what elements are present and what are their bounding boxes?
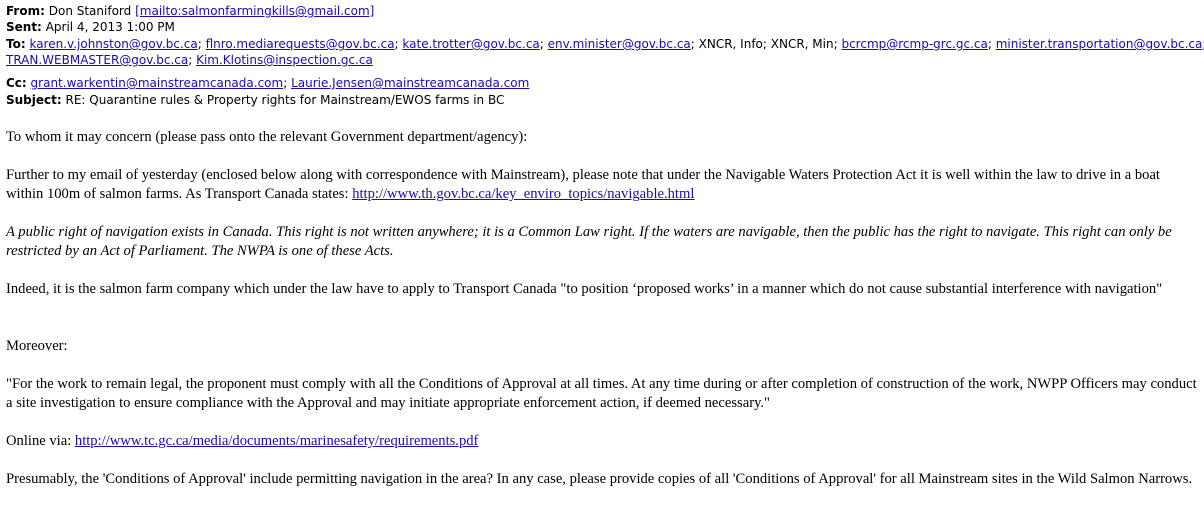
sent-label: Sent: — [6, 20, 42, 34]
to-label: To: — [6, 37, 26, 51]
paragraph-navigation-text: Further to my email of yesterday (enclosed below along with correspondence with Mainstream), please note that under the Navigable Waters Protection Act it is well within the law to drive in a boat within 100m of salmon farms. As Transport Canada states: — [6, 167, 1160, 202]
from-email-link[interactable]: [mailto:salmonfarmingkills@gmail.com] — [135, 4, 375, 18]
greeting — [6, 128, 1198, 147]
subject-label: Subject: — [6, 93, 62, 107]
from-row — [6, 4, 374, 19]
online-via-label: Online via: — [6, 433, 75, 449]
from-label: From: — [6, 4, 45, 18]
greeting-text: To whom it may concern (please pass onto the relevant Government department/agency): — [6, 129, 528, 145]
to-recipient[interactable]: TRAN.WEBMASTER@gov.bc.ca — [6, 53, 189, 67]
cc-row: Cc: grant.warkentin@mainstreamcanada.com; Laurie.Jensen@mainstreamcanada.com — [6, 76, 530, 90]
cc-recipient[interactable]: grant.warkentin@mainstreamcanada.com — [30, 76, 284, 90]
to-row-1: To: karen.v.johnston@gov.bc.ca; flnro.mediarequests@gov.bc.ca; kate.trotter@gov.bc.ca; env.minister@gov.bc.ca; XNCR, Info; XNCR, Min; bcrcmp@rcmp-grc.gc.ca; minister.transportation@gov.bc.ca — [6, 37, 1203, 51]
moreover-text: Moreover: — [6, 338, 68, 354]
to-recipient[interactable]: flnro.mediarequests@gov.bc.ca — [205, 37, 395, 51]
sent-row — [6, 20, 175, 35]
online-via — [6, 432, 1198, 451]
cc-recipient[interactable]: Laurie.Jensen@mainstreamcanada.com — [291, 76, 530, 90]
to-row-2: TRAN.WEBMASTER@gov.bc.ca; Kim.Klotins@inspection.gc.ca — [6, 53, 373, 67]
cc-label: Cc: — [6, 76, 27, 90]
to-recipient[interactable]: Kim.Klotins@inspection.gc.ca — [196, 53, 373, 67]
to-recipient[interactable]: bcrcmp@rcmp-grc.gc.ca — [841, 37, 988, 51]
to-recipient[interactable]: karen.v.johnston@gov.bc.ca — [29, 37, 198, 51]
to-recipient[interactable]: minister.transportation@gov.bc.ca — [995, 37, 1203, 51]
to-recipient: XNCR, Info — [698, 37, 763, 51]
paragraph-presumably-text: Presumably, the 'Conditions of Approval' include permitting navigation in the area? In any case, please provide copies of all 'Conditions of Approval' for all Mainstream sites in the Wild Salmon Narrows. — [6, 471, 1193, 487]
quote-public-right — [6, 223, 1198, 261]
moreover — [6, 337, 1198, 356]
paragraph-salmon-farm-text: Indeed, it is the salmon farm company which under the law have to apply to Transport Canada "to position ‘proposed works’ in a manner which do not cause substantial interference with navigation" — [6, 281, 1163, 297]
paragraph-navigation — [6, 166, 1198, 204]
to-recipient[interactable]: env.minister@gov.bc.ca — [547, 37, 691, 51]
sent-value: April 4, 2013 1:00 PM — [45, 20, 175, 34]
to-recipient[interactable]: kate.trotter@gov.bc.ca — [402, 37, 540, 51]
to-recipient: XNCR, Min — [770, 37, 834, 51]
subject-row — [6, 93, 504, 108]
from-name: Don Staniford — [48, 4, 132, 18]
paragraph-presumably — [6, 470, 1198, 489]
transport-canada-link[interactable]: http://www.th.gov.bc.ca/key_enviro_topics/navigable.html — [352, 186, 695, 202]
quote-public-right-text: A public right of navigation exists in Canada. This right is not written anywhere; it is a Common Law right. If the waters are navigable, then the public has the right to navigate. This right can only be restricted by an Act of Parliament. The NWPA is one of these Acts. — [6, 224, 1172, 259]
paragraph-salmon-farm — [6, 280, 1198, 299]
quote-conditions — [6, 375, 1198, 413]
quote-conditions-text: "For the work to remain legal, the proponent must comply with all the Conditions of Approval at all times. At any time during or after completion of construction of the work, NWPP Officers may conduct a site investigation to ensure compliance with the Approval and may initiate appropriate enforcement action, if deemed necessary." — [6, 376, 1197, 411]
requirements-pdf-link[interactable]: http://www.tc.gc.ca/media/documents/marinesafety/requirements.pdf — [74, 433, 479, 449]
subject-value: RE: Quarantine rules & Property rights for Mainstream/EWOS farms in BC — [65, 93, 505, 107]
